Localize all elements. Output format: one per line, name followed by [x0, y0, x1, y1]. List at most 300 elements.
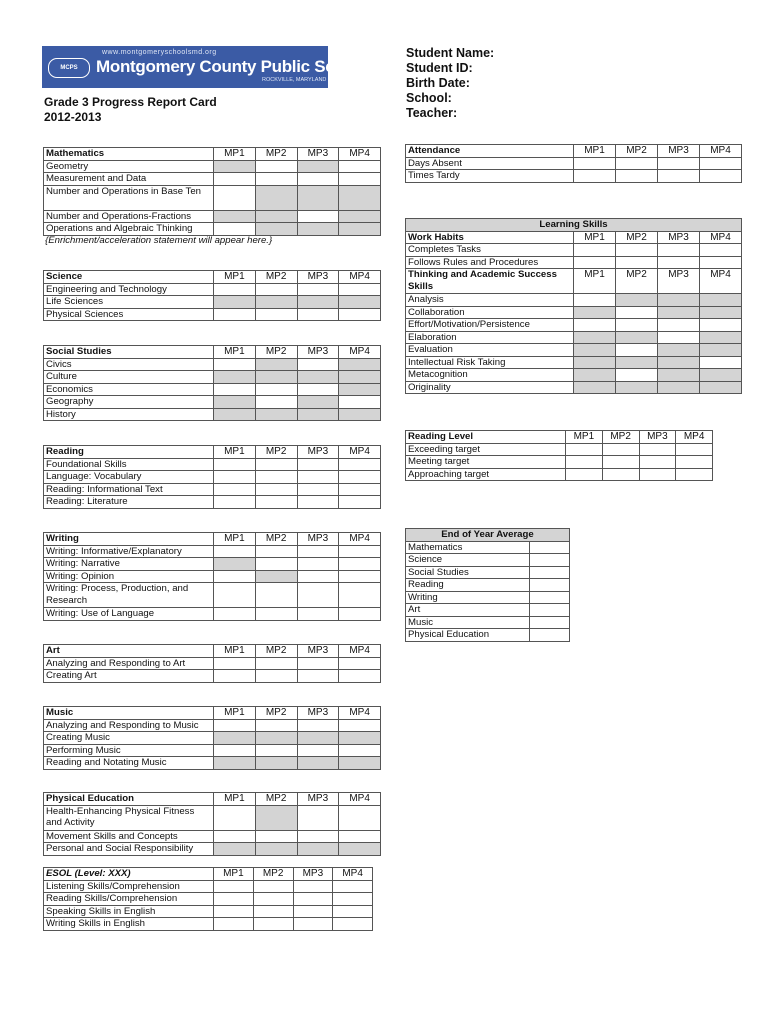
- row-label: Follows Rules and Procedures: [406, 256, 574, 269]
- grade-cell: [253, 893, 293, 906]
- grade-cell: [700, 381, 742, 394]
- grade-cell: [253, 918, 293, 931]
- row-label: Measurement and Data: [44, 173, 214, 186]
- table-row: [44, 173, 381, 186]
- grade-cell: [297, 185, 339, 210]
- row-label: Language: Vocabulary: [44, 471, 214, 484]
- mcps-badge: MCPS: [48, 58, 90, 78]
- row-label: Culture: [44, 371, 214, 384]
- mp-header: MP1: [574, 231, 616, 244]
- mp-header: MP3: [639, 431, 676, 444]
- social-studies-table: [43, 345, 381, 421]
- mp-header: MP2: [255, 148, 297, 161]
- grade-cell: [214, 383, 256, 396]
- grade-cell: [214, 471, 256, 484]
- table-row: [44, 458, 381, 471]
- grade-cell: [255, 283, 297, 296]
- grade-cell: [255, 545, 297, 558]
- section-heading: ESOL (Level: XXX): [44, 868, 214, 881]
- grade-cell: [214, 308, 256, 321]
- physical-education-table: [43, 792, 381, 856]
- grade-cell: [602, 468, 639, 481]
- grade-cell: [616, 244, 658, 257]
- mp-header: MP2: [616, 231, 658, 244]
- grade-cell: [255, 396, 297, 409]
- grade-cell: [339, 744, 381, 757]
- grade-cell: [255, 223, 297, 236]
- table-row: [406, 331, 742, 344]
- row-label: Reading: Informational Text: [44, 483, 214, 496]
- grade-cell: [214, 757, 256, 770]
- mp-header: MP3: [297, 271, 339, 284]
- table-row: [44, 608, 381, 621]
- row-label: Geometry: [44, 160, 214, 173]
- grade-cell: [297, 458, 339, 471]
- grade-cell: [658, 319, 700, 332]
- grade-cell: [297, 483, 339, 496]
- grade-cell: [255, 583, 297, 608]
- grade-cell: [676, 468, 713, 481]
- row-label: Art: [406, 604, 530, 617]
- mp-header: MP3: [297, 148, 339, 161]
- grade-cell: [214, 160, 256, 173]
- mp-header: MP2: [602, 431, 639, 444]
- table-row: [44, 893, 373, 906]
- row-label: Physical Sciences: [44, 308, 214, 321]
- grade-cell: [616, 356, 658, 369]
- grade-cell: [255, 160, 297, 173]
- grade-cell: [214, 558, 256, 571]
- writing-table: [43, 532, 381, 621]
- grade-cell: [214, 893, 254, 906]
- grade-cell: [530, 566, 570, 579]
- birth-date-label: Birth Date:: [406, 76, 470, 90]
- grade-cell: [297, 757, 339, 770]
- row-label: Health-Enhancing Physical Fitness and Activity: [44, 805, 214, 830]
- grade-cell: [297, 570, 339, 583]
- grade-cell: [214, 670, 256, 683]
- table-row: [406, 541, 570, 554]
- grade-cell: [214, 657, 256, 670]
- mp-header: MP1: [214, 148, 256, 161]
- school-label: School:: [406, 91, 452, 105]
- row-label: Reading and Notating Music: [44, 757, 214, 770]
- section-heading: Reading: [44, 446, 214, 459]
- grade-cell: [214, 173, 256, 186]
- grade-cell: [214, 296, 256, 309]
- grade-cell: [574, 256, 616, 269]
- row-label: Metacognition: [406, 369, 574, 382]
- table-row: [44, 223, 381, 236]
- grade-cell: [339, 383, 381, 396]
- row-label: Listening Skills/Comprehension: [44, 880, 214, 893]
- grade-cell: [700, 319, 742, 332]
- row-label: Physical Education: [406, 629, 530, 642]
- mp-header: MP2: [253, 868, 293, 881]
- grade-cell: [658, 244, 700, 257]
- table-row: [44, 843, 381, 856]
- grade-cell: [616, 294, 658, 307]
- grade-cell: [255, 843, 297, 856]
- grade-cell: [574, 369, 616, 382]
- mp-header: MP4: [339, 707, 381, 720]
- mp-header: MP2: [616, 145, 658, 158]
- grade-cell: [339, 545, 381, 558]
- grade-cell: [530, 554, 570, 567]
- grade-cell: [574, 356, 616, 369]
- table-row: [44, 308, 381, 321]
- grade-cell: [297, 160, 339, 173]
- learning-skills-banner: Learning Skills: [406, 219, 742, 232]
- mp-header: MP2: [255, 346, 297, 359]
- table-row: [44, 160, 381, 173]
- grade-cell: [530, 616, 570, 629]
- mp-header: MP2: [255, 793, 297, 806]
- grade-cell: [214, 396, 256, 409]
- row-label: Geography: [44, 396, 214, 409]
- reading-table: [43, 445, 381, 509]
- grade-cell: [616, 381, 658, 394]
- grade-cell: [700, 170, 742, 183]
- grade-cell: [530, 629, 570, 642]
- mp-header: MP2: [255, 271, 297, 284]
- grade-cell: [255, 805, 297, 830]
- grade-cell: [297, 383, 339, 396]
- grade-cell: [339, 757, 381, 770]
- grade-cell: [339, 408, 381, 421]
- grade-cell: [297, 371, 339, 384]
- table-row: [406, 468, 713, 481]
- grade-cell: [574, 344, 616, 357]
- grade-cell: [530, 579, 570, 592]
- grade-cell: [255, 458, 297, 471]
- row-label: Writing: Informative/Explanatory: [44, 545, 214, 558]
- grade-cell: [293, 905, 333, 918]
- section-heading: Science: [44, 271, 214, 284]
- grade-cell: [339, 283, 381, 296]
- grade-cell: [297, 732, 339, 745]
- student-id-label: Student ID:: [406, 61, 473, 75]
- grade-cell: [214, 570, 256, 583]
- grade-cell: [658, 157, 700, 170]
- grade-cell: [339, 210, 381, 223]
- row-label: Meeting target: [406, 456, 566, 469]
- row-label: Collaboration: [406, 306, 574, 319]
- grade-cell: [255, 358, 297, 371]
- grade-cell: [214, 185, 256, 210]
- section-heading: Writing: [44, 533, 214, 546]
- grade-cell: [297, 657, 339, 670]
- grade-cell: [255, 732, 297, 745]
- row-label: Analysis: [406, 294, 574, 307]
- grade-cell: [700, 344, 742, 357]
- table-row: [406, 344, 742, 357]
- row-label: Personal and Social Responsibility: [44, 843, 214, 856]
- table-row: [44, 732, 381, 745]
- grade-cell: [339, 185, 381, 210]
- table-row: [44, 880, 373, 893]
- grade-cell: [616, 344, 658, 357]
- grade-cell: [566, 468, 603, 481]
- logo-url: www.montgomeryschoolsmd.org: [102, 49, 217, 56]
- mp-header: MP1: [574, 269, 616, 294]
- table-row: [406, 256, 742, 269]
- table-row: [406, 306, 742, 319]
- row-label: Life Sciences: [44, 296, 214, 309]
- grade-cell: [339, 173, 381, 186]
- grade-cell: [253, 905, 293, 918]
- grade-cell: [339, 496, 381, 509]
- grade-cell: [255, 558, 297, 571]
- table-row: [406, 604, 570, 617]
- grade-cell: [700, 294, 742, 307]
- grade-cell: [700, 256, 742, 269]
- grade-cell: [639, 468, 676, 481]
- grade-cell: [676, 456, 713, 469]
- thinking-skills-heading: Thinking and Academic Success Skills: [406, 269, 574, 294]
- row-label: Writing: Narrative: [44, 558, 214, 571]
- grade-cell: [214, 283, 256, 296]
- grade-cell: [333, 918, 373, 931]
- row-label: History: [44, 408, 214, 421]
- mp-header: MP1: [566, 431, 603, 444]
- table-row: [406, 294, 742, 307]
- grade-cell: [255, 408, 297, 421]
- grade-cell: [297, 210, 339, 223]
- mp-header: MP3: [658, 269, 700, 294]
- mp-header: MP1: [214, 533, 256, 546]
- grade-cell: [214, 905, 254, 918]
- grade-cell: [574, 244, 616, 257]
- row-label: Science: [406, 554, 530, 567]
- grade-cell: [214, 805, 256, 830]
- grade-cell: [214, 358, 256, 371]
- row-label: Elaboration: [406, 331, 574, 344]
- grade-cell: [616, 319, 658, 332]
- grade-cell: [339, 732, 381, 745]
- row-label: Completes Tasks: [406, 244, 574, 257]
- mp-header: MP1: [214, 645, 256, 658]
- end-of-year-banner: End of Year Average: [406, 529, 570, 542]
- grade-cell: [658, 356, 700, 369]
- grade-cell: [255, 670, 297, 683]
- grade-cell: [297, 583, 339, 608]
- table-row: [406, 616, 570, 629]
- grade-cell: [339, 570, 381, 583]
- mp-header: MP4: [339, 346, 381, 359]
- grade-cell: [297, 173, 339, 186]
- table-row: [44, 558, 381, 571]
- table-row: [44, 496, 381, 509]
- row-label: Creating Art: [44, 670, 214, 683]
- grade-cell: [214, 719, 256, 732]
- table-row: [44, 657, 381, 670]
- mp-header: MP1: [214, 446, 256, 459]
- mp-header: MP1: [214, 793, 256, 806]
- grade-cell: [339, 396, 381, 409]
- grade-cell: [214, 458, 256, 471]
- mp-header: MP4: [339, 446, 381, 459]
- table-row: [44, 483, 381, 496]
- grade-cell: [700, 306, 742, 319]
- table-row: [44, 918, 373, 931]
- section-heading: Social Studies: [44, 346, 214, 359]
- grade-cell: [214, 583, 256, 608]
- grade-cell: [333, 893, 373, 906]
- mcps-logo: [42, 46, 379, 88]
- grade-cell: [339, 719, 381, 732]
- grade-cell: [339, 843, 381, 856]
- mp-header: MP4: [700, 231, 742, 244]
- grade-cell: [297, 308, 339, 321]
- mp-header: MP1: [214, 346, 256, 359]
- grade-cell: [255, 185, 297, 210]
- table-row: [44, 570, 381, 583]
- end-of-year-table: [405, 528, 570, 642]
- grade-cell: [297, 843, 339, 856]
- grade-cell: [574, 381, 616, 394]
- grade-cell: [339, 805, 381, 830]
- table-row: [44, 757, 381, 770]
- mp-header: MP2: [255, 446, 297, 459]
- grade-cell: [297, 670, 339, 683]
- mp-header: MP3: [297, 645, 339, 658]
- row-label: Writing: Process, Production, and Research: [44, 583, 214, 608]
- grade-cell: [255, 296, 297, 309]
- grade-cell: [339, 223, 381, 236]
- section-heading: Reading Level: [406, 431, 566, 444]
- report-title: Grade 3 Progress Report Card: [44, 95, 217, 109]
- grade-cell: [639, 443, 676, 456]
- row-label: Evaluation: [406, 344, 574, 357]
- grade-cell: [297, 719, 339, 732]
- grade-cell: [639, 456, 676, 469]
- grade-cell: [658, 170, 700, 183]
- table-row: [44, 210, 381, 223]
- grade-cell: [255, 173, 297, 186]
- row-label: Times Tardy: [406, 170, 574, 183]
- grade-cell: [297, 558, 339, 571]
- grade-cell: [255, 371, 297, 384]
- mp-header: MP4: [700, 145, 742, 158]
- grade-cell: [293, 918, 333, 931]
- mp-header: MP4: [339, 148, 381, 161]
- grade-cell: [700, 244, 742, 257]
- mp-header: MP4: [333, 868, 373, 881]
- table-row: [406, 566, 570, 579]
- row-label: Mathematics: [406, 541, 530, 554]
- grade-cell: [574, 306, 616, 319]
- music-table: [43, 706, 381, 770]
- row-label: Performing Music: [44, 744, 214, 757]
- grade-cell: [700, 356, 742, 369]
- grade-cell: [297, 283, 339, 296]
- table-row: [406, 356, 742, 369]
- table-row: [406, 443, 713, 456]
- mp-header: MP1: [574, 145, 616, 158]
- grade-cell: [255, 483, 297, 496]
- table-row: [44, 670, 381, 683]
- grade-cell: [214, 210, 256, 223]
- table-row: [44, 371, 381, 384]
- section-heading: Attendance: [406, 145, 574, 158]
- grade-cell: [616, 157, 658, 170]
- grade-cell: [333, 905, 373, 918]
- grade-cell: [339, 308, 381, 321]
- grade-cell: [297, 358, 339, 371]
- art-table: [43, 644, 381, 683]
- grade-cell: [255, 757, 297, 770]
- table-row: [406, 170, 742, 183]
- table-row: [406, 244, 742, 257]
- student-name-label: Student Name:: [406, 46, 495, 60]
- mp-header: MP4: [700, 269, 742, 294]
- row-label: Originality: [406, 381, 574, 394]
- row-label: Social Studies: [406, 566, 530, 579]
- grade-cell: [255, 830, 297, 843]
- grade-cell: [616, 170, 658, 183]
- table-row: [44, 830, 381, 843]
- mp-header: MP4: [676, 431, 713, 444]
- row-label: Engineering and Technology: [44, 283, 214, 296]
- row-label: Civics: [44, 358, 214, 371]
- grade-cell: [255, 383, 297, 396]
- grade-cell: [297, 296, 339, 309]
- grade-cell: [602, 443, 639, 456]
- teacher-label: Teacher:: [406, 106, 458, 120]
- grade-cell: [339, 296, 381, 309]
- grade-cell: [658, 369, 700, 382]
- grade-cell: [616, 331, 658, 344]
- grade-cell: [214, 843, 256, 856]
- table-row: [406, 369, 742, 382]
- reading-level-table: [405, 430, 713, 481]
- row-label: Days Absent: [406, 157, 574, 170]
- row-label: Foundational Skills: [44, 458, 214, 471]
- table-row: [44, 583, 381, 608]
- grade-cell: [700, 157, 742, 170]
- table-row: [44, 471, 381, 484]
- row-label: Creating Music: [44, 732, 214, 745]
- table-row: [44, 383, 381, 396]
- grade-cell: [214, 918, 254, 931]
- table-row: [406, 157, 742, 170]
- grade-cell: [339, 670, 381, 683]
- grade-cell: [297, 608, 339, 621]
- grade-cell: [293, 893, 333, 906]
- grade-cell: [214, 732, 256, 745]
- grade-cell: [339, 458, 381, 471]
- table-row: [44, 296, 381, 309]
- grade-cell: [658, 381, 700, 394]
- grade-cell: [297, 744, 339, 757]
- grade-cell: [339, 608, 381, 621]
- row-label: Approaching target: [406, 468, 566, 481]
- mp-header: MP1: [214, 707, 256, 720]
- grade-cell: [566, 443, 603, 456]
- attendance-table: [405, 144, 742, 183]
- grade-cell: [339, 160, 381, 173]
- table-row: [44, 396, 381, 409]
- table-row: [406, 629, 570, 642]
- grade-cell: [574, 331, 616, 344]
- grade-cell: [214, 545, 256, 558]
- grade-cell: [658, 331, 700, 344]
- grade-cell: [297, 496, 339, 509]
- grade-cell: [339, 657, 381, 670]
- mp-header: MP4: [339, 645, 381, 658]
- work-habits-heading: Work Habits: [406, 231, 574, 244]
